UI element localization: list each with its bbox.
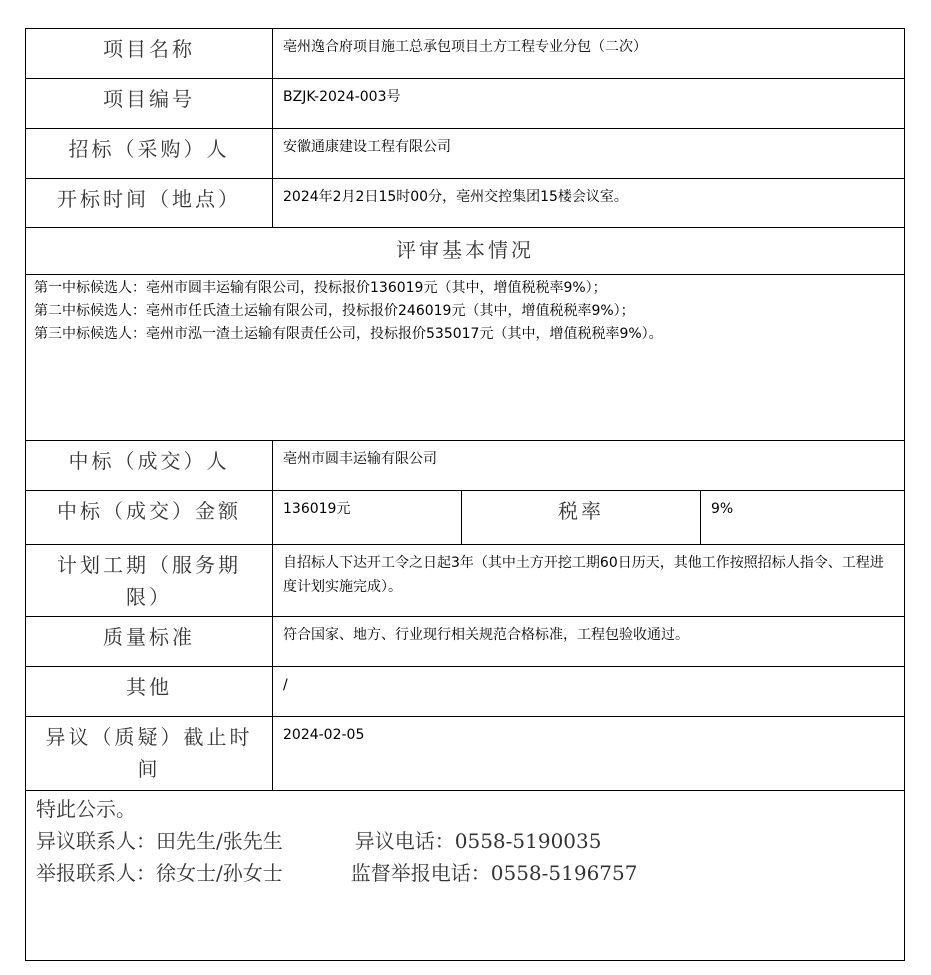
report-phone: 0558-5196757 — [490, 861, 638, 885]
objection-phone-label: 异议电话： — [354, 829, 455, 853]
label-project-name: 项目名称 — [26, 29, 273, 78]
label-objection-deadline: 异议（质疑）截止时间 — [26, 717, 273, 790]
label-winner: 中标（成交）人 — [26, 441, 273, 490]
candidate-item: 第三中标候选人：亳州市泓一渣土运输有限责任公司，投标报价535017元（其中，增值税税率9%）。 — [34, 326, 663, 342]
review-section-title: 评审基本情况 — [396, 238, 534, 262]
label-quality: 质量标准 — [26, 617, 273, 666]
value-period: 自招标人下达开工令之日起3年（其中土方开挖工期60日历天，其他工作按照招标人指令、工程进度计划实施完成）。 — [283, 555, 884, 595]
label-project-no: 项目编号 — [26, 79, 273, 128]
objection-contact-line — [36, 825, 894, 857]
label-amount: 中标（成交）金额 — [26, 491, 273, 544]
candidates-list — [26, 275, 904, 440]
row-winner — [26, 441, 904, 491]
row-footer — [26, 791, 904, 960]
row-objection-deadline — [26, 717, 904, 791]
announcement-table — [25, 28, 905, 961]
value-tenderer: 安徽通康建设工程有限公司 — [283, 139, 451, 155]
label-tax-rate: 税率 — [461, 491, 701, 544]
row-period — [26, 545, 904, 617]
notice-text: 特此公示。 — [36, 797, 136, 821]
row-candidates — [26, 275, 904, 441]
label-bid-opening: 开标时间（地点） — [26, 179, 273, 227]
value-winner: 亳州市圆丰运输有限公司 — [283, 451, 437, 467]
objection-contact-label: 异议联系人： — [36, 829, 156, 853]
report-contact-line — [36, 857, 894, 889]
row-bid-opening — [26, 179, 904, 228]
value-project-no: BZJK-2024-003号 — [283, 89, 401, 105]
report-phone-label: 监督举报电话： — [350, 861, 491, 885]
candidate-item: 第二中标候选人：亳州市任氏渣土运输有限公司，投标报价246019元（其中，增值税税率9%）； — [34, 303, 635, 319]
value-tax-rate: 9% — [711, 501, 734, 517]
objection-contact: 田先生/张先生 — [156, 829, 283, 853]
value-quality: 符合国家、地方、行业现行相关规范合格标准，工程包验收通过。 — [283, 627, 689, 643]
row-amount — [26, 491, 904, 545]
row-project-no — [26, 79, 904, 129]
label-period: 计划工期（服务期限） — [26, 545, 273, 616]
value-objection-deadline: 2024-02-05 — [283, 727, 365, 743]
report-contact: 徐女士/孙女士 — [156, 861, 283, 885]
row-review-title — [26, 228, 904, 275]
row-other — [26, 667, 904, 717]
footer-notice — [26, 791, 904, 960]
value-bid-opening: 2024年2月2日15时00分，亳州交控集团15楼会议室。 — [283, 189, 628, 205]
label-other: 其他 — [26, 667, 273, 716]
row-tenderer — [26, 129, 904, 179]
label-tenderer: 招标（采购）人 — [26, 129, 273, 178]
report-contact-label: 举报联系人： — [36, 861, 156, 885]
row-quality — [26, 617, 904, 667]
value-other: / — [283, 677, 288, 693]
candidate-item: 第一中标候选人：亳州市圆丰运输有限公司，投标报价136019元（其中，增值税税率9%）； — [34, 280, 607, 296]
value-project-name: 亳州逸合府项目施工总承包项目土方工程专业分包（二次） — [283, 39, 647, 55]
value-amount: 136019元 — [283, 501, 351, 517]
row-project-name — [26, 29, 904, 79]
objection-phone: 0558-5190035 — [454, 829, 602, 853]
